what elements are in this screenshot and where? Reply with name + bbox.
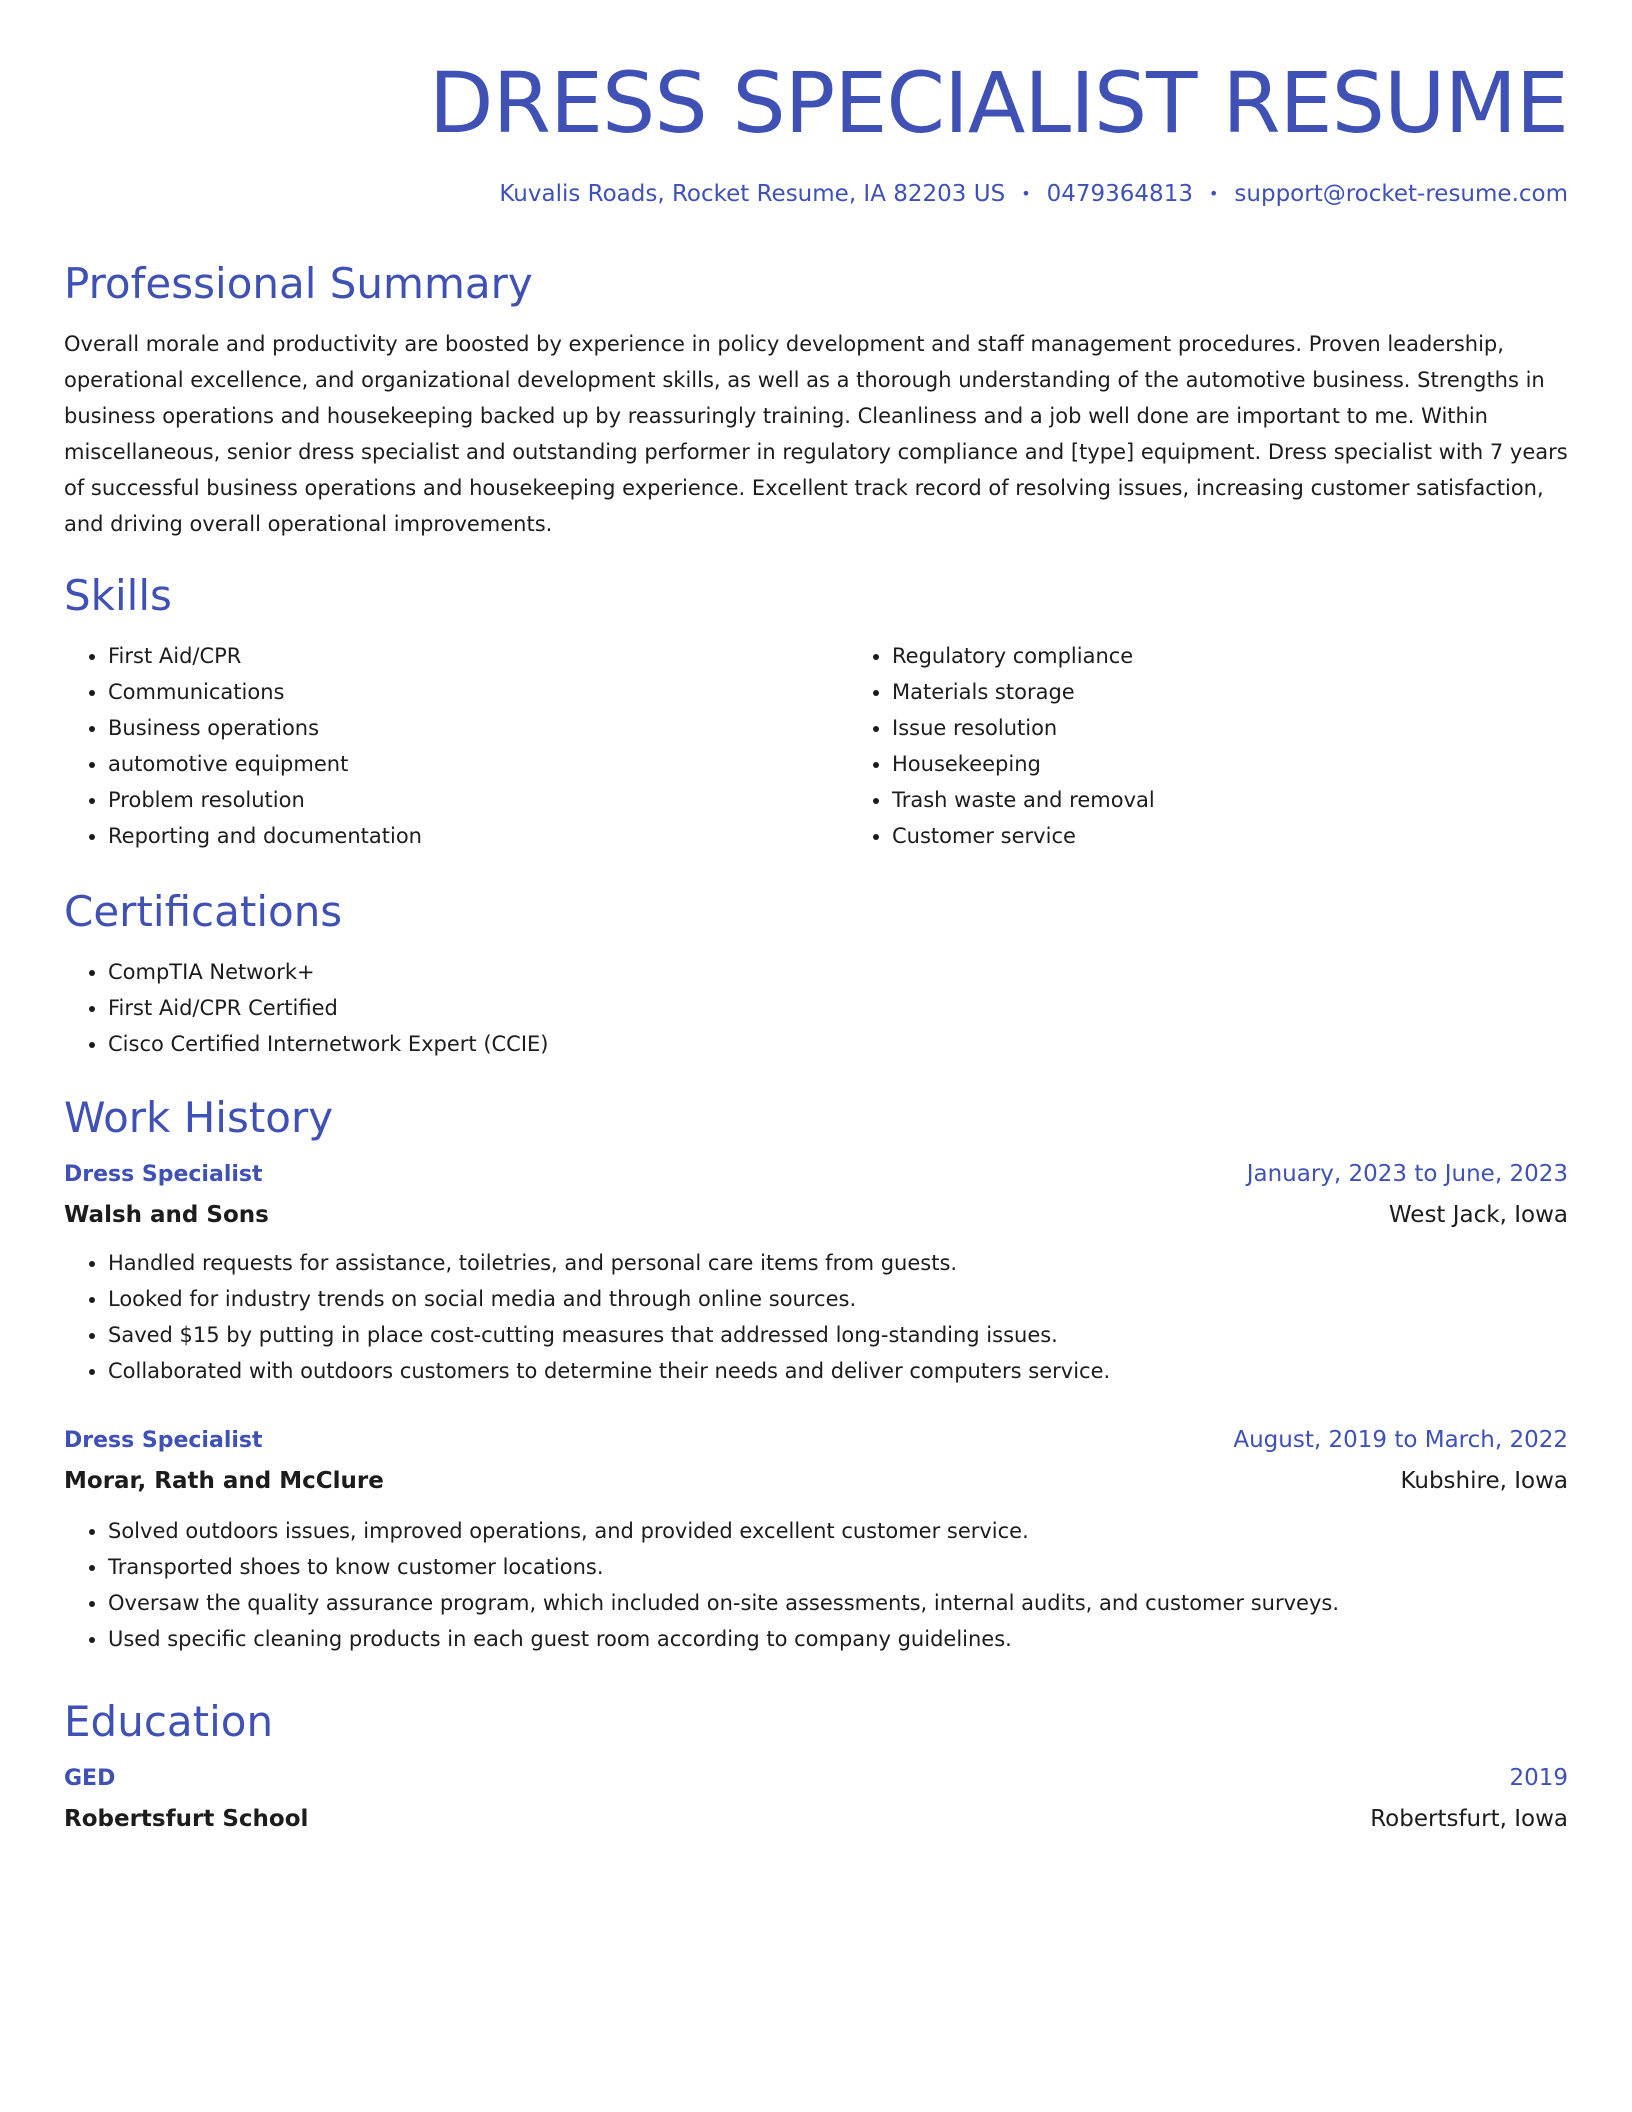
certification-item: • CompTIA Network+: [108, 954, 1568, 990]
skill-item: • Business operations: [108, 710, 848, 746]
education-header-row: [64, 1758, 1568, 1799]
skill-item: • Customer service: [892, 818, 1568, 854]
job-company-row: [64, 1195, 1568, 1235]
contact-phone: 0479364813: [1046, 181, 1193, 207]
skill-item: • First Aid/CPR: [108, 638, 848, 674]
contact-separator: •: [1208, 184, 1219, 203]
certifications-list: [64, 954, 1568, 1062]
job-bullet: • Collaborated with outdoors customers to determine their needs and deliver computers service.: [108, 1353, 1568, 1389]
job-bullets: [64, 1245, 1568, 1389]
job-location: West Jack, Iowa: [1388, 1202, 1568, 1228]
work-history-section: [64, 1090, 1568, 1146]
job-title: Dress Specialist: [64, 1428, 263, 1453]
skill-item: • automotive equipment: [108, 746, 848, 782]
job-header-row: [64, 1154, 1568, 1195]
skills-list-right: [848, 638, 1568, 854]
job-dates: August, 2019 to March, 2022: [1233, 1427, 1568, 1453]
summary-heading: Professional Summary: [64, 259, 533, 308]
job-bullet: • Saved $15 by putting in place cost-cutting measures that addressed long-standing issues.: [108, 1317, 1568, 1353]
education-school-row: [64, 1799, 1568, 1839]
skills-grid: [64, 624, 1568, 854]
education-degree: GED: [64, 1766, 116, 1791]
certifications-section: [64, 884, 1568, 1062]
job-bullet: • Handled requests for assistance, toiletries, and personal care items from guests.: [108, 1245, 1568, 1281]
skill-item: • Communications: [108, 674, 848, 710]
skill-item: • Materials storage: [892, 674, 1568, 710]
education-section: [64, 1694, 1568, 1839]
summary-section: [64, 256, 1568, 542]
summary-text: Overall morale and productivity are boosted by experience in policy development and staff management procedures. Proven leadership, operational excellence, and organizational development skills, as well as a thorough understanding of the automotive business. Strengths in business operations and housekeeping backed up by reassuringly training. Cleanliness and a job well done are important to me. Within miscellaneous, senior dress specialist and outstanding performer in regulatory compliance and [type] equipment. Dress specialist with 7 years of successful business operations and housekeeping experience. Excellent track record of resolving issues, increasing customer satisfaction, and driving overall operational improvements.: [64, 332, 1568, 536]
job-bullet: • Oversaw the quality assurance program, which included on-site assessments, internal audits, and customer surveys.: [108, 1585, 1568, 1621]
job-bullet: • Looked for industry trends on social media and through online sources.: [108, 1281, 1568, 1317]
contact-email: support@rocket-resume.com: [1234, 181, 1568, 207]
skill-item: • Reporting and documentation: [108, 818, 848, 854]
certification-item: • Cisco Certified Internetwork Expert (CCIE): [108, 1026, 1568, 1062]
job-company: Morar, Rath and McClure: [64, 1468, 384, 1494]
resume-header: [64, 0, 1568, 212]
skill-item: • Housekeeping: [892, 746, 1568, 782]
contact-address: Kuvalis Roads, Rocket Resume, IA 82203 US: [499, 181, 1006, 207]
contact-line: [64, 178, 1568, 212]
skill-item: • Issue resolution: [892, 710, 1568, 746]
skills-list-left: [64, 638, 848, 854]
education-location: Robertsfurt, Iowa: [1370, 1806, 1568, 1832]
skills-heading: Skills: [64, 571, 172, 620]
certifications-heading: Certifications: [64, 887, 343, 936]
skill-item: • Problem resolution: [108, 782, 848, 818]
skill-item: • Regulatory compliance: [892, 638, 1568, 674]
job-company: Walsh and Sons: [64, 1202, 269, 1228]
education-heading: Education: [64, 1697, 274, 1746]
job-bullet: • Transported shoes to know customer locations.: [108, 1549, 1568, 1585]
job-entry: [64, 1154, 1568, 1389]
education-year: 2019: [1509, 1765, 1568, 1791]
job-title: Dress Specialist: [64, 1162, 263, 1187]
work-history-heading: Work History: [64, 1093, 334, 1142]
contact-separator: •: [1021, 184, 1031, 203]
job-dates: January, 2023 to June, 2023: [1246, 1161, 1568, 1187]
job-bullet: • Solved outdoors issues, improved operations, and provided excellent customer service.: [108, 1513, 1568, 1549]
certification-item: • First Aid/CPR Certified: [108, 990, 1568, 1026]
education-school: Robertsfurt School: [64, 1806, 309, 1832]
resume-title: DRESS SPECIALIST RESUME: [428, 54, 1568, 152]
job-header-row: [64, 1420, 1568, 1461]
skills-section: [64, 568, 1568, 854]
skill-item: • Trash waste and removal: [892, 782, 1568, 818]
job-bullets: [64, 1513, 1568, 1657]
job-entry: [64, 1420, 1568, 1657]
job-company-row: [64, 1461, 1568, 1501]
job-bullet: • Used specific cleaning products in each guest room according to company guidelines.: [108, 1621, 1568, 1657]
job-location: Kubshire, Iowa: [1400, 1468, 1568, 1494]
